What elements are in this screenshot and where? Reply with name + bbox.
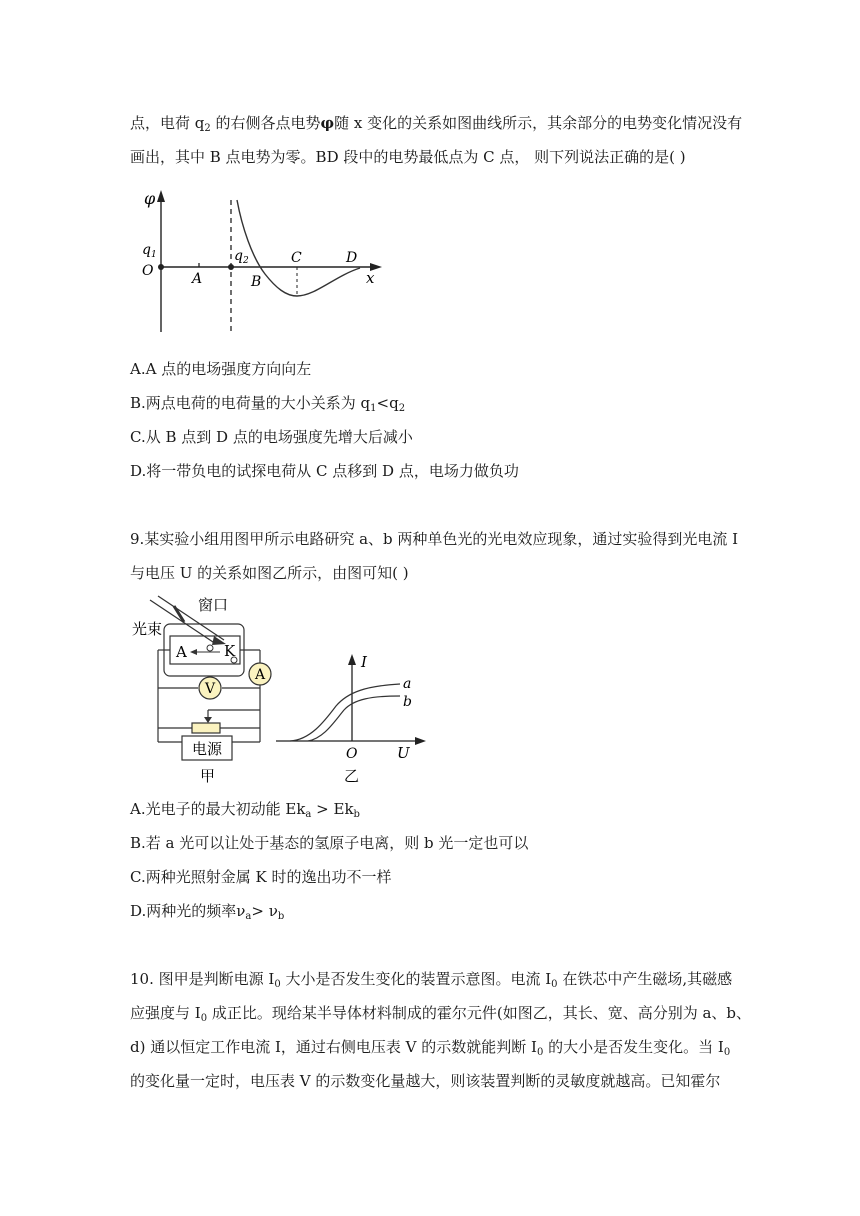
electron-arrow xyxy=(190,649,197,655)
b-point-label: B xyxy=(251,274,262,290)
q10-stem-line-1: 10. 图甲是判断电源 $I_0$ 大小是否发生变化的装置示意图。电流 $I_0$ 在铁芯中产生磁场,其磁感 xyxy=(130,970,733,990)
i-axis-arrow xyxy=(348,654,356,665)
anode-label: A xyxy=(176,643,187,661)
curve-a xyxy=(290,684,400,741)
q2-label: $q_2$ xyxy=(234,248,249,266)
voltmeter-label: V xyxy=(205,681,216,697)
q10-stem-line-2: 应强度与 $I_0$ 成正比。现给某半导体材料制成的霍尔元件(如图乙，其长、宽、高分别为 a、b、 xyxy=(130,1004,752,1024)
i-axis-label: I xyxy=(361,653,367,671)
u-axis-label: U xyxy=(397,744,410,762)
q9-circuit-figure-jia xyxy=(130,592,280,786)
q2-point xyxy=(228,264,234,270)
curve-a-label: a xyxy=(403,676,412,692)
electron-1 xyxy=(207,645,213,651)
cathode-label: K xyxy=(224,642,236,660)
q9-option-a: A.光电子的最大初动能 $Ek_a > Ek_b$ xyxy=(130,800,360,820)
q9-option-c: C.两种光照射金属 K 时的逸出功不一样 xyxy=(130,868,392,886)
q8-option-d: D.将一带负电的试探电荷从 C 点移到 D 点，电场力做负功 xyxy=(130,462,519,480)
q8-stem-line-1: 点，电荷 $q_2$ 的右侧各点电势φ随 x 变化的关系如图曲线所示，其余部分的电势变化情况没有 xyxy=(130,114,743,134)
u-axis-arrow xyxy=(415,737,426,745)
q1-label: $q_1$ xyxy=(142,242,157,260)
phi-axis-arrow xyxy=(157,190,165,202)
q8-option-c: C.从 B 点到 D 点的电场强度先增大后减小 xyxy=(130,428,413,446)
curve-b-label: b xyxy=(403,694,412,710)
q8-potential-figure xyxy=(130,182,390,337)
figure-yi-caption: 乙 xyxy=(344,767,360,785)
curve-b xyxy=(308,696,400,741)
phi-axis-label: φ xyxy=(144,189,156,208)
q9-option-b: B.若 a 光可以让处于基态的氢原子电离，则 b 光一定也可以 xyxy=(130,834,529,852)
d-point-label: D xyxy=(346,250,358,266)
graph-origin-label: O xyxy=(346,746,358,762)
q1-point xyxy=(158,264,164,270)
a-point-label: A xyxy=(192,271,203,287)
x-axis-label: x xyxy=(366,269,375,287)
q8-stem-line-2: 画出，其中 B 点电势为零。BD 段中的电势最低点为 C 点， 则下列说法正确的是( ) xyxy=(130,148,686,166)
q9-option-d: D.两种光的频率$\nu_a> \nu_b$ xyxy=(130,902,285,922)
window-label: 窗口 xyxy=(198,596,229,614)
phi-symbol: φ xyxy=(320,114,335,132)
q9-stem-line-2: 与电压 U 的关系如图乙所示，由图可知( ) xyxy=(130,564,409,582)
q9-stem-line-1: 9.某实验小组用图甲所示电路研究 a、b 两种单色光的光电效应现象，通过实验得到光电流 I xyxy=(130,530,739,548)
q8-option-a: A.A 点的电场强度方向向左 xyxy=(130,360,312,378)
rheostat-slider-arrow xyxy=(204,717,212,723)
ammeter-label: A xyxy=(255,667,266,683)
q10-stem-line-3: d) 通以恒定工作电流 I，通过右侧电压表 V 的示数就能判断 $I_0$ 的大小是否发生变化。当 $I_0$ xyxy=(130,1038,731,1058)
q10-stem-line-4: 的变化量一定时，电压表 V 的示数变化量越大，则该装置判断的灵敏度就越高。已知霍尔 xyxy=(130,1072,721,1090)
q9-iu-graph-yi xyxy=(272,650,432,786)
figure-jia-caption: 甲 xyxy=(200,767,216,785)
origin-label: O xyxy=(142,263,154,279)
c-point-label: C xyxy=(291,250,302,266)
beam-label: 光束 xyxy=(132,620,163,638)
power-source-label: 电源 xyxy=(192,740,223,758)
rheostat xyxy=(192,723,220,733)
q8-option-b: B.两点电荷的电荷量的大小关系为 $q_1<q_2$ xyxy=(130,394,406,414)
